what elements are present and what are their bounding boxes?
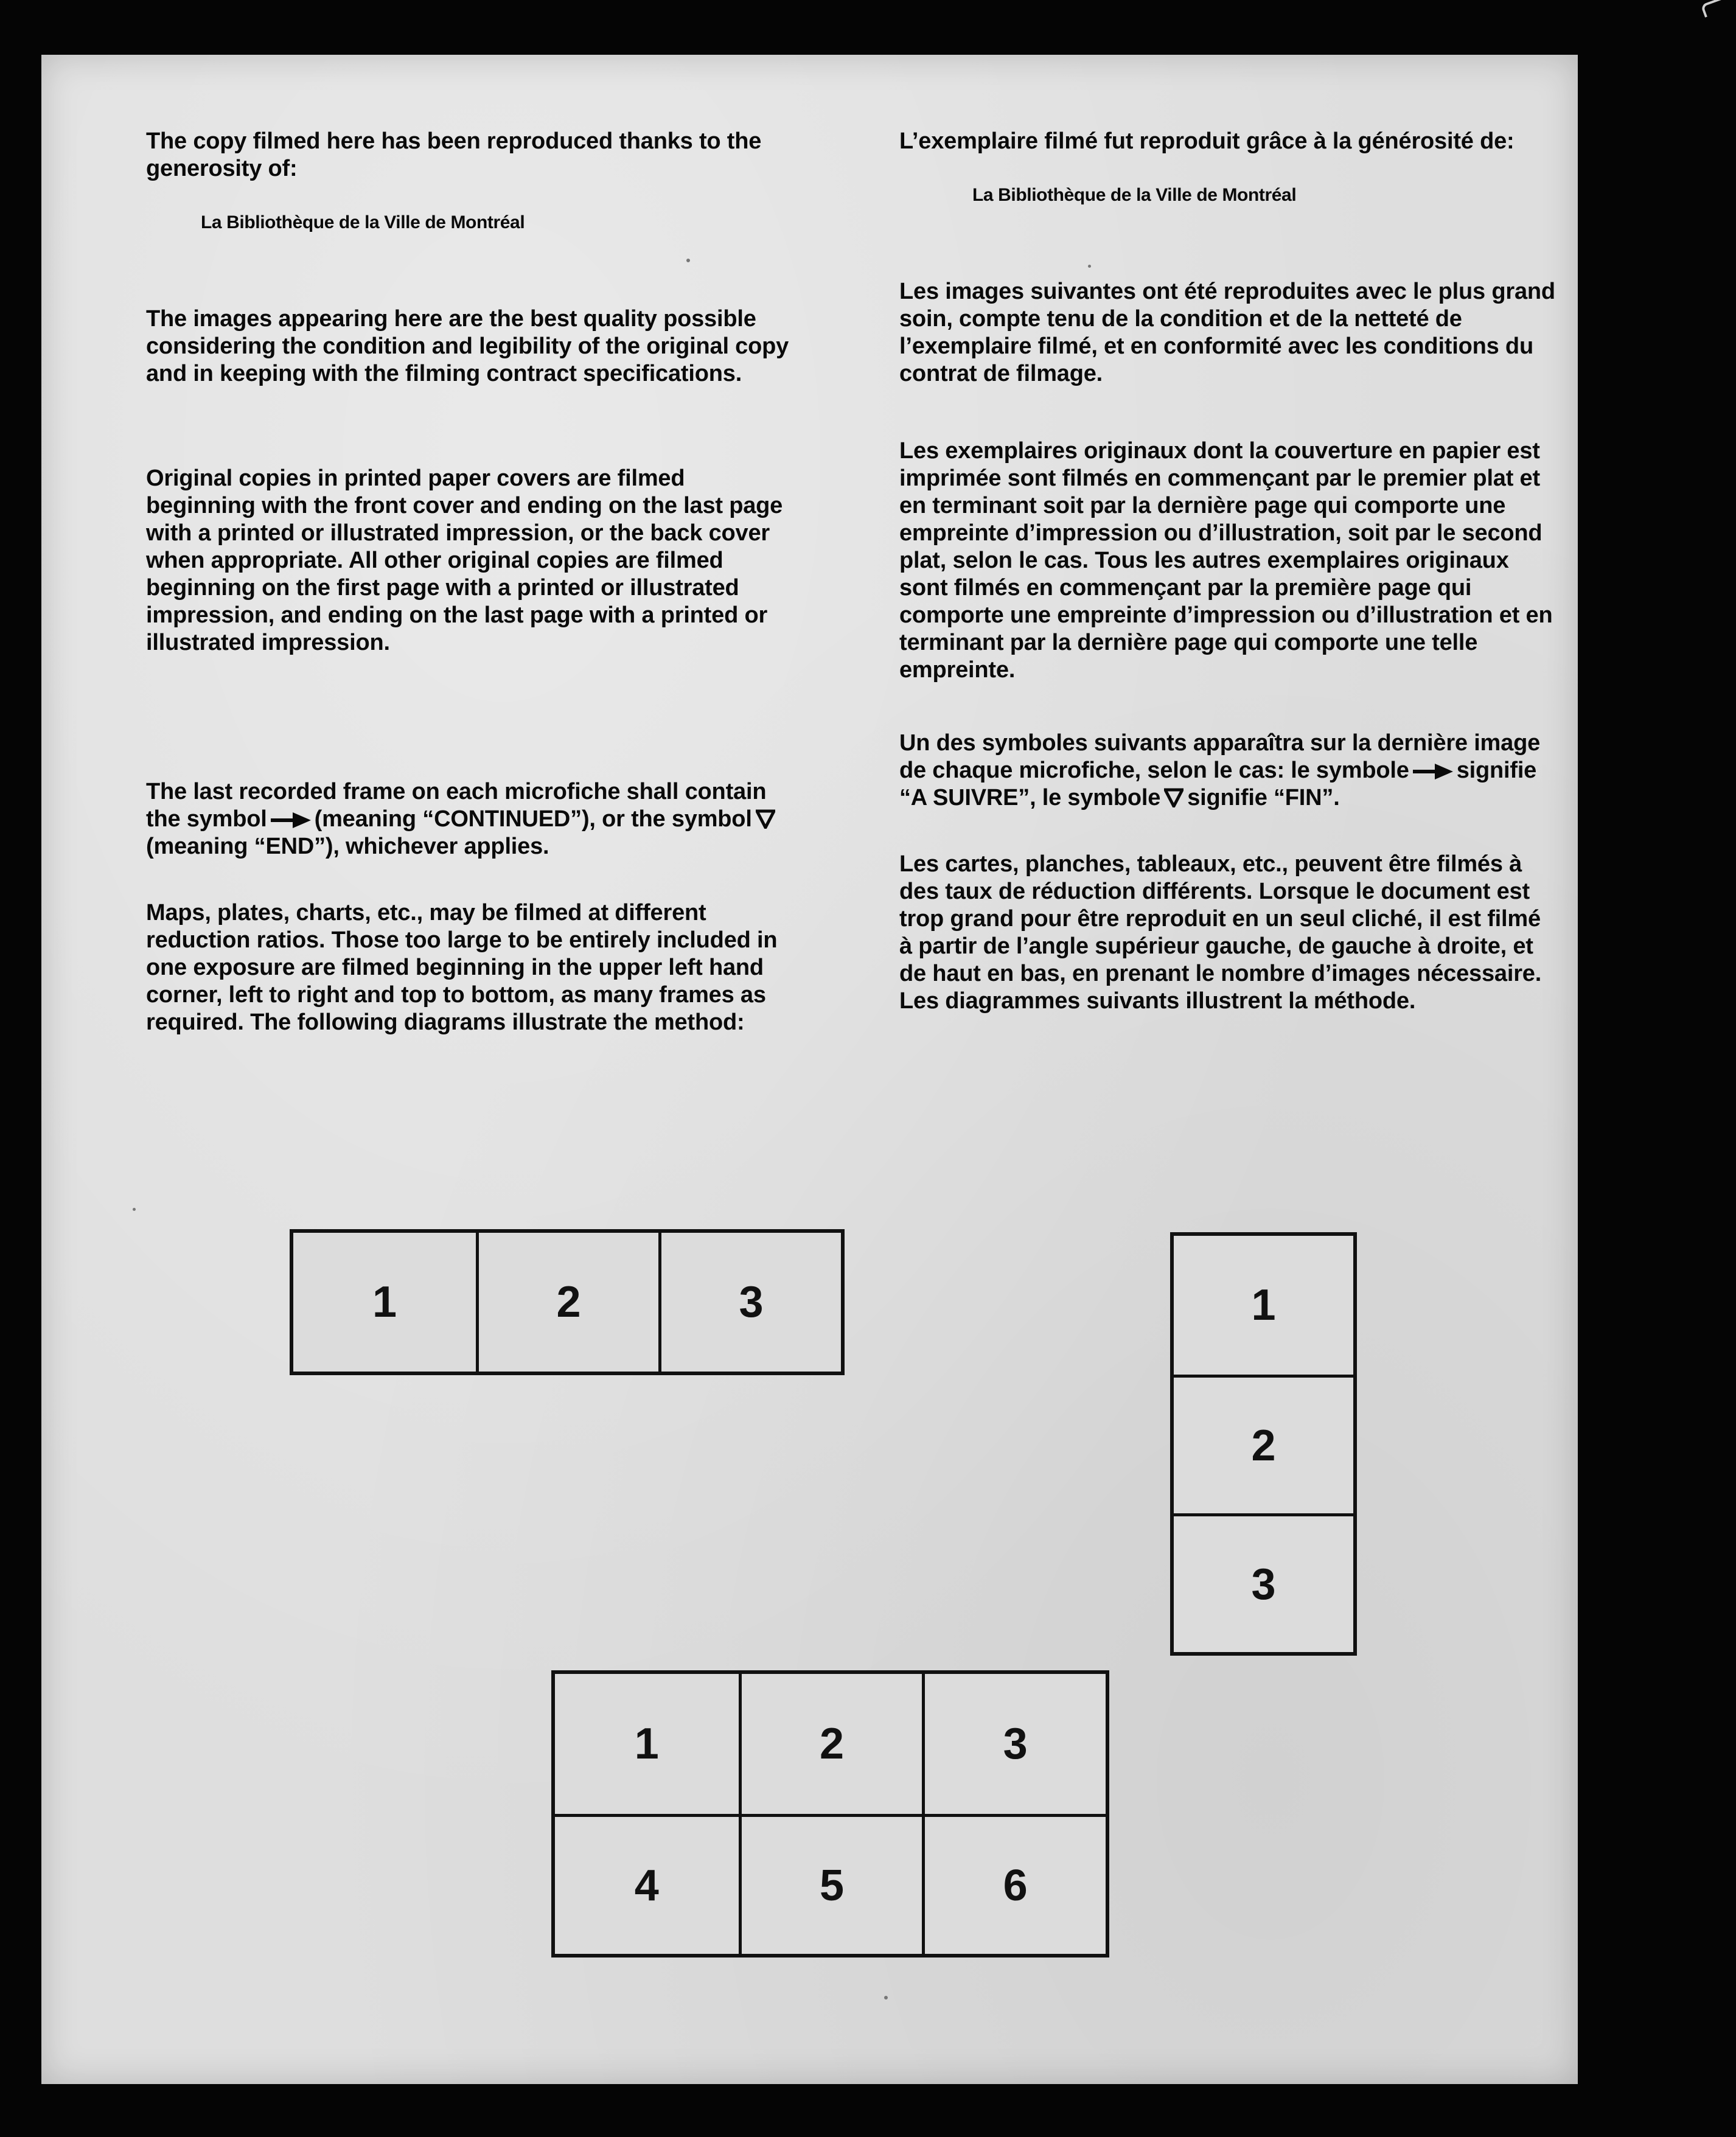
diagram-cell: 2 — [739, 1674, 922, 1814]
french-column — [899, 128, 1556, 1015]
french-quality-paragraph: Les images suivantes ont été reproduites avec le plus grand soin, compte tenu de la condition et de la netteté de l’exemplaire filmé, et en conformité avec les conditions du contrat de filmage. — [899, 279, 1555, 386]
french-originals-paragraph: Les exemplaires originaux dont la couverture en papier est imprimée sont filmés en commençant par le premier plat et en terminant soit par la dernière page qui comporte une empreinte d’impression ou d’illustration, soit par le second plat, selon le cas. Tous les autres exemplaires originaux sont filmés en commençant par la première page qui comporte une empreinte d’impression ou d’illustration et en terminant par la dernière page qui comporte une telle empreinte. — [899, 438, 1553, 683]
diagram-cell: 3 — [922, 1674, 1106, 1814]
diagram-cell: 6 — [922, 1814, 1106, 1954]
diagram-cell: 1 — [634, 1720, 659, 1768]
diagram-cell: 2 — [476, 1233, 658, 1372]
diagram-cell: 1 — [1251, 1281, 1276, 1330]
arrow-right-icon — [271, 811, 311, 829]
diagram-cell: 1 — [372, 1278, 397, 1326]
english-column — [146, 128, 797, 1036]
triangle-down-icon — [1164, 788, 1183, 807]
document-page — [41, 55, 1578, 2084]
english-symbols-text-a: The last recorded frame on each microfiche shall contain the symbol — [146, 779, 767, 832]
diagram-cell: 2 — [1174, 1375, 1353, 1513]
dust-speck — [884, 1996, 888, 1999]
french-intro: L’exemplaire filmé fut reproduit grâce à la générosité de: — [899, 128, 1515, 154]
english-maps-paragraph: Maps, plates, charts, etc., may be filmed at different reduction ratios. Those too large to be entirely included in one exposure are filmed beginning in the upper left hand corner, left to right and top to bottom, as many frames as required. The following diagrams illustrate the method: — [146, 900, 778, 1035]
diagram-cell: 3 — [1174, 1513, 1353, 1652]
english-originals-paragraph: Original copies in printed paper covers are filmed beginning with the front cover and ending on the last page with a printed or illustrated impression, or the back cover when appropriate. All other original copies are filmed beginning on the first page with a printed or illustrated impression, and ending on the last page with a printed or illustrated impression. — [146, 465, 783, 655]
english-library-name: La Bibliothèque de la Ville de Montréal — [201, 212, 525, 232]
diagram-cell: 5 — [739, 1814, 922, 1954]
triangle-down-icon — [756, 809, 775, 829]
french-symbols-text-c: signifie “FIN”. — [1187, 785, 1340, 811]
english-intro: The copy filmed here has been reproduced thanks to the generosity of: — [146, 128, 762, 181]
diagram-six-grid — [551, 1670, 1109, 1957]
arrow-right-icon — [1413, 762, 1453, 781]
diagram-cell: 4 — [555, 1814, 739, 1954]
french-symbols-text-b: signifie “A SUIVRE”, le symbole — [899, 758, 1537, 811]
english-quality-paragraph: The images appearing here are the best quality possible considering the condition and legibility of the original copy and in keeping with the filming contract specifications. — [146, 306, 789, 386]
diagram-three-down — [1170, 1232, 1357, 1656]
diagram-three-across — [290, 1229, 845, 1375]
english-symbols-text-c: (meaning “END”), whichever applies. — [146, 834, 549, 859]
dust-speck — [133, 1208, 136, 1211]
english-symbols-paragraph — [146, 778, 797, 860]
film-edge-mark — [1701, 0, 1731, 18]
diagram-cell: 3 — [658, 1233, 841, 1372]
french-library-name: La Bibliothèque de la Ville de Montréal — [972, 185, 1297, 205]
french-symbols-paragraph — [899, 730, 1556, 812]
french-symbols-text-a: Un des symboles suivants apparaîtra sur la dernière image de chaque microfiche, selon le cas: le symbole — [899, 730, 1541, 783]
french-maps-paragraph: Les cartes, planches, tableaux, etc., peuvent être filmés à des taux de réduction différents. Lorsque le document est trop grand pour être reproduit en un seul cliché, il est filmé à partir de l’angle supérieur gauche, de gauche à droite, et de haut en bas, en prenant le nombre d’images nécessaire. Les diagrammes suivants illustrent la méthode. — [899, 851, 1542, 1014]
english-symbols-text-b: (meaning “CONTINUED”), or the symbol — [314, 806, 752, 832]
